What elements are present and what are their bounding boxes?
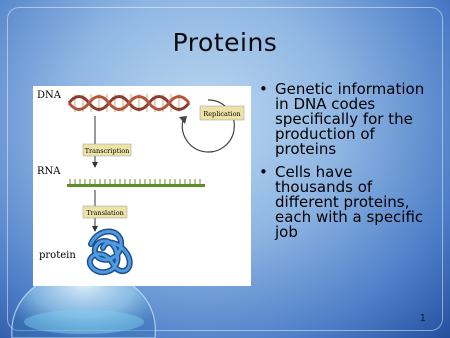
bullet-item-2 <box>259 165 431 240</box>
protein-label: protein <box>39 250 76 261</box>
bullet-item-1 <box>259 82 431 157</box>
transcription-label: Transcription <box>84 147 130 155</box>
page-number: 1 <box>419 313 426 324</box>
bullet-text: Genetic information in DNA codes specifically for the production of proteins <box>275 80 425 158</box>
replication-label: Replication <box>203 110 241 118</box>
bullet-text: Cells have thousands of different proteins, each with a specific job <box>275 163 424 241</box>
bullet-marker: • <box>259 163 268 181</box>
slide-title: Proteins <box>172 28 278 57</box>
rna-label: RNA <box>37 166 61 177</box>
bullet-marker: • <box>259 80 268 98</box>
dna-to-protein-figure <box>33 86 251 286</box>
dna-label: DNA <box>37 90 61 101</box>
bullet-list <box>259 82 431 248</box>
translation-label: Translation <box>86 209 124 217</box>
